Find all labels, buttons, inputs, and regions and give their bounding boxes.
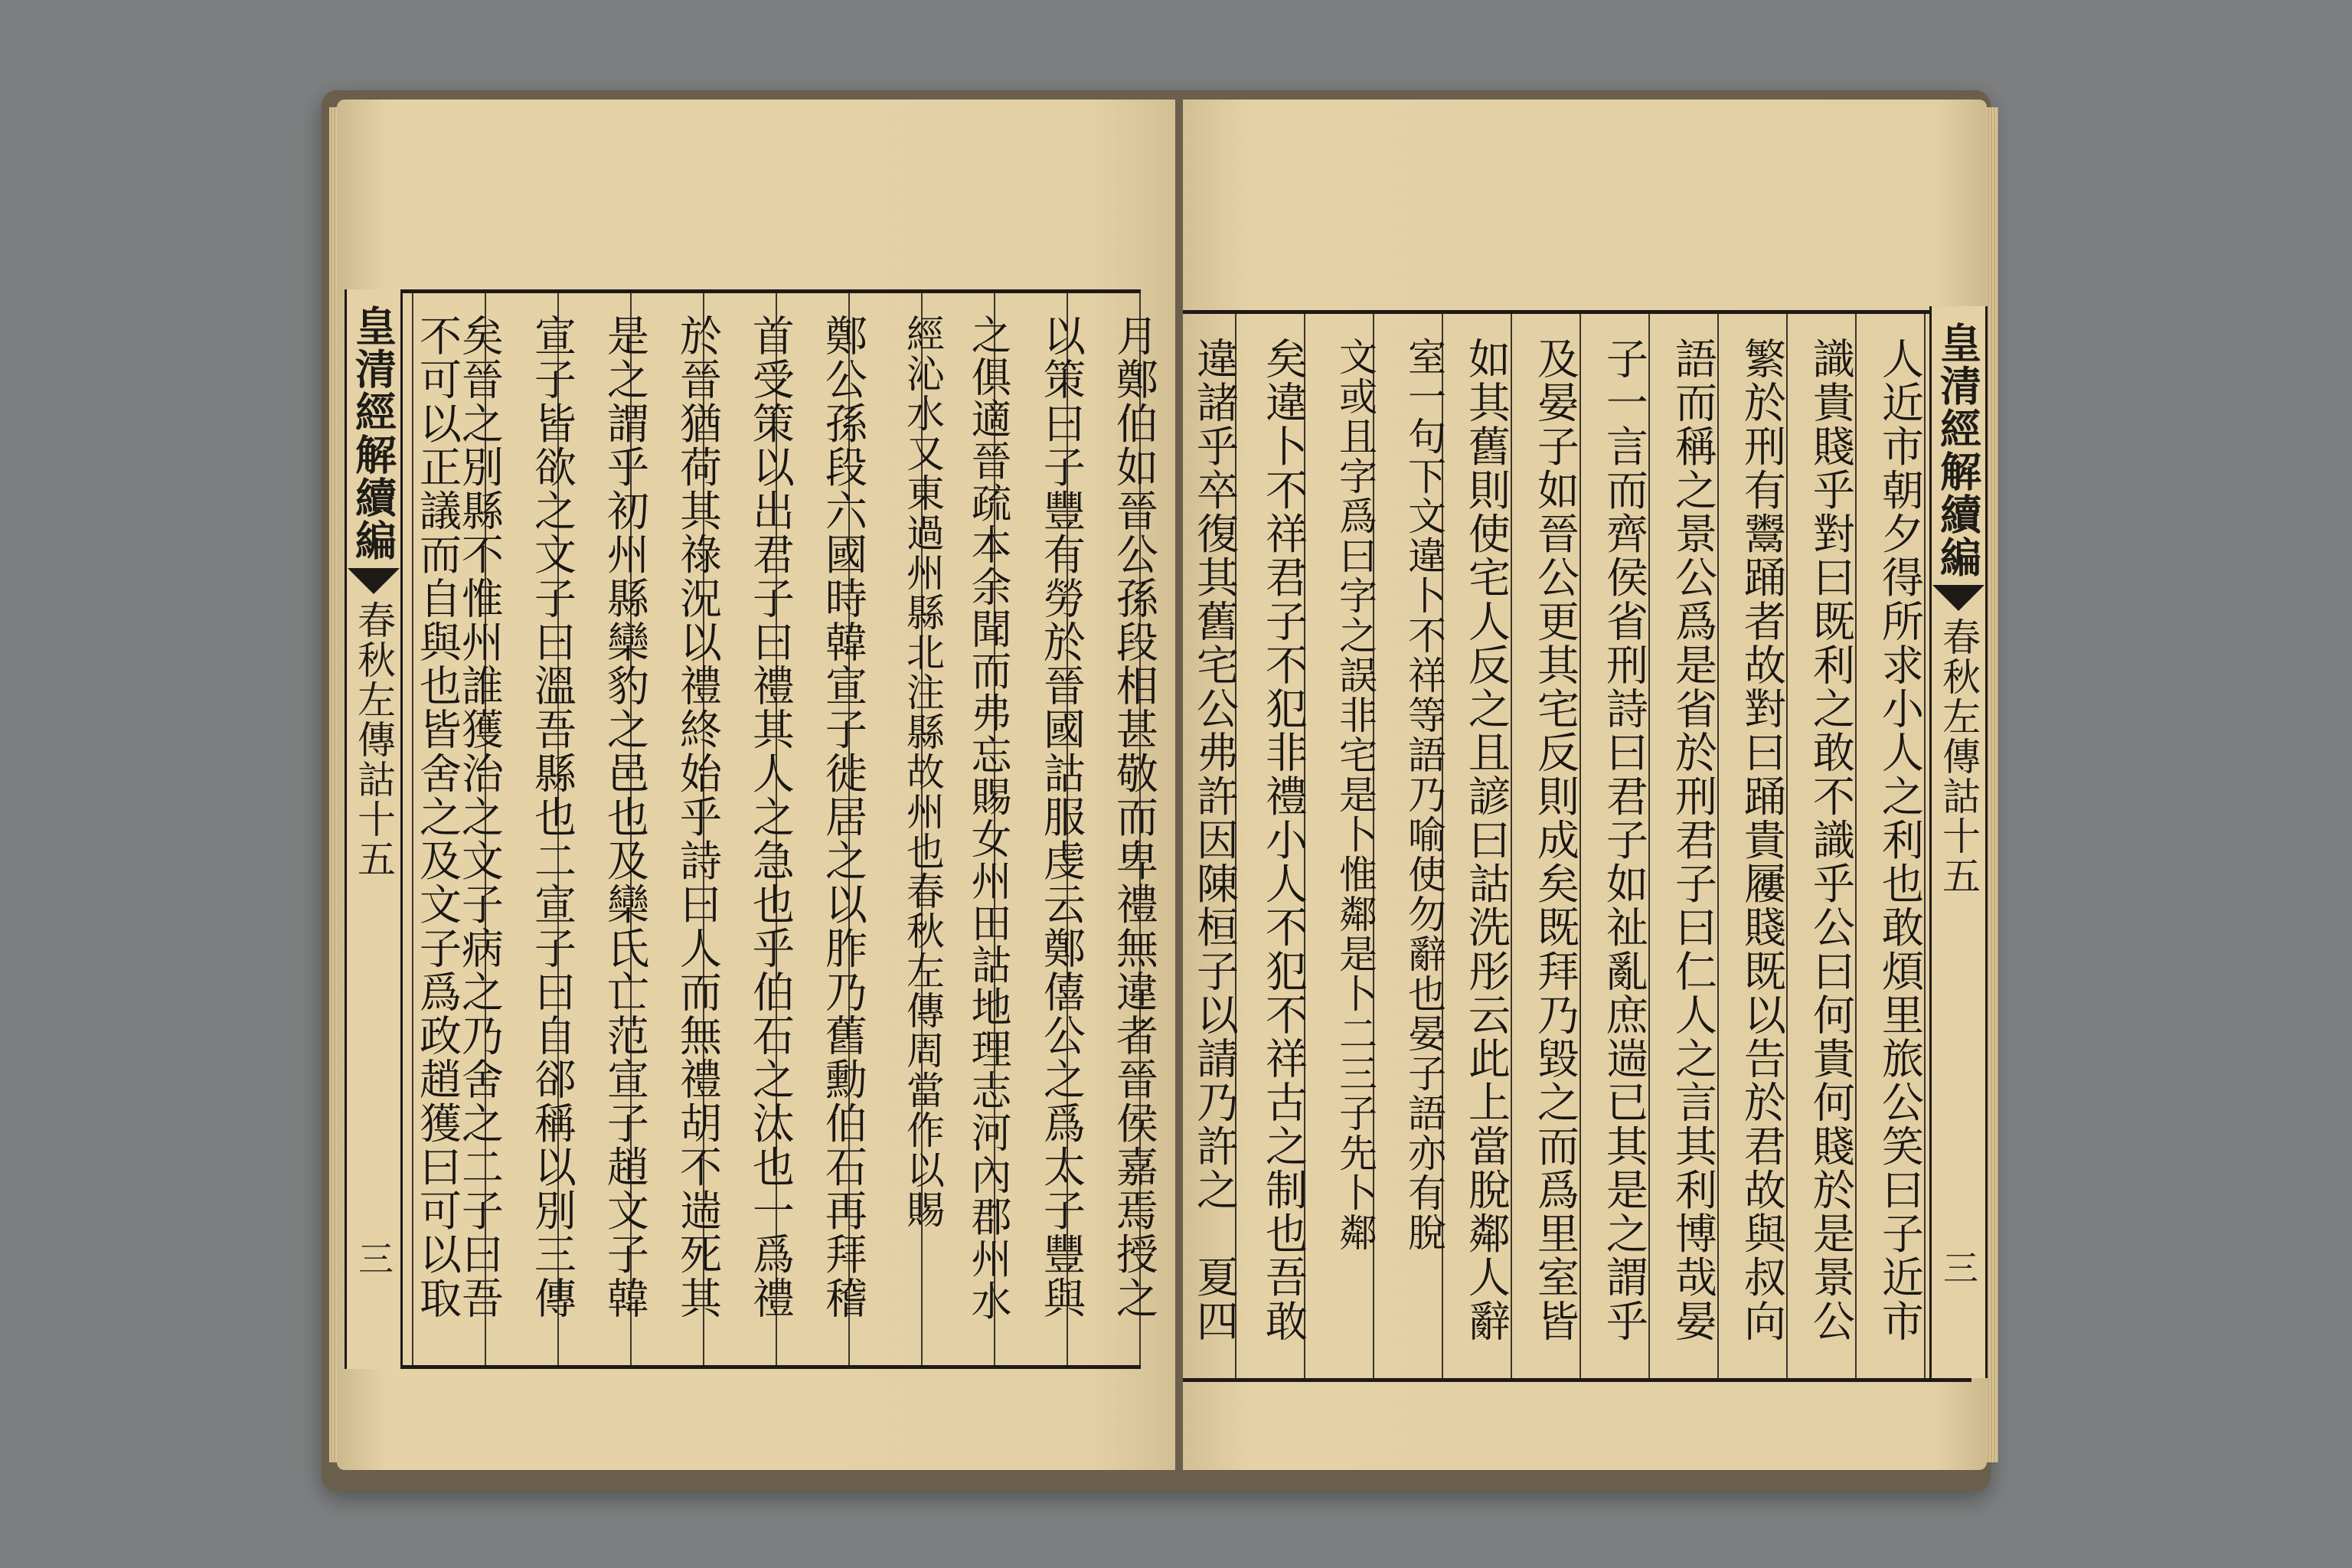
text-column: 經沁水又東過州縣北注縣故州也春秋左傳周當作以賜	[900, 314, 945, 1230]
text-column: 之俱適晉疏本余聞而弗忘賜女州田詁地理志河內郡州水	[965, 314, 1011, 1322]
text-column: 繁於刑有鬻踊者故對曰踊貴屨賤既以告於君故與叔向	[1736, 337, 1785, 1343]
text-column: 月鄭伯如晉公孫段相甚敬而卑禮無違者晉侯嘉焉授之	[1109, 314, 1158, 1320]
text-column: 及晏子如晉公更其宅反則成矣既拜乃毀之而爲里室皆	[1530, 337, 1579, 1343]
text-column: 不可以正議而自與也皆舍之及文子爲政趙獲曰可以取	[412, 314, 461, 1320]
running-title: 皇清經解續編	[1933, 322, 1983, 579]
text-column: 室一句下文違卜不祥等語乃喻使勿辭也晏子語亦有脫	[1402, 337, 1446, 1253]
chapter-label: 春秋左傳詁十五	[351, 600, 396, 879]
text-column: 文或且字爲曰字之誤非宅是卜惟鄰是卜二三子先卜鄰	[1333, 337, 1377, 1253]
folio-number: 三	[353, 1240, 394, 1277]
text-column: 語而稱之景公爲是省於刑君子曰仁人之言其利博哉晏	[1668, 337, 1717, 1343]
fishtail-mark	[1932, 585, 1984, 611]
text-column: 矣違卜不祥君子不犯非禮小人不犯不祥古之制也吾敢	[1258, 337, 1307, 1343]
chapter-label: 春秋左傳詁十五	[1936, 617, 1981, 896]
text-column: 子一言而齊侯省刑詩曰君子如祉亂庶遄已其是之謂乎	[1599, 337, 1648, 1343]
left-page-spine-margin	[345, 289, 403, 1369]
text-column: 首受策以出君子曰禮其人之急也乎伯石之汰也一爲禮	[745, 314, 794, 1320]
text-column: 違諸乎卒復其舊宅公弗許因陳桓子以請乃許之 夏四	[1189, 337, 1238, 1343]
folio-number: 三	[1938, 1250, 1979, 1286]
text-column: 是之謂乎初州縣欒豹之邑也及欒氏亡范宣子趙文子韓	[599, 314, 648, 1320]
text-column: 以策曰子豐有勞於晉國詁服虔云鄭僖公之爲太子豐與	[1036, 314, 1085, 1320]
right-page-spine-margin	[1929, 306, 1988, 1378]
text-column: 矣晉之別縣不惟州誰獲治之文子病之乃舍之二子曰吾	[454, 314, 503, 1320]
running-title: 皇清經解續編	[348, 305, 398, 562]
text-column: 於晉猶荷其祿況以禮終始乎詩曰人而無禮胡不遄死其	[672, 314, 721, 1320]
text-column: 人近市朝夕得所求小人之利也敢煩里旅公笑曰子近市	[1874, 337, 1923, 1343]
fishtail-mark	[348, 568, 400, 594]
text-column: 宣子皆欲之文子曰溫吾縣也二宣子曰自郤稱以別三傳	[527, 314, 576, 1320]
text-column: 鄭公孫段六國時韓宣子徙居之以胙乃舊勳伯石再拜稽	[818, 314, 867, 1320]
text-column: 如其舊則使宅人反之且諺曰詁洗彤云此上當脫鄰人辭	[1461, 337, 1510, 1343]
text-column: 識貴賤乎對曰既利之敢不識乎公曰何貴何賤於是景公	[1805, 337, 1854, 1343]
